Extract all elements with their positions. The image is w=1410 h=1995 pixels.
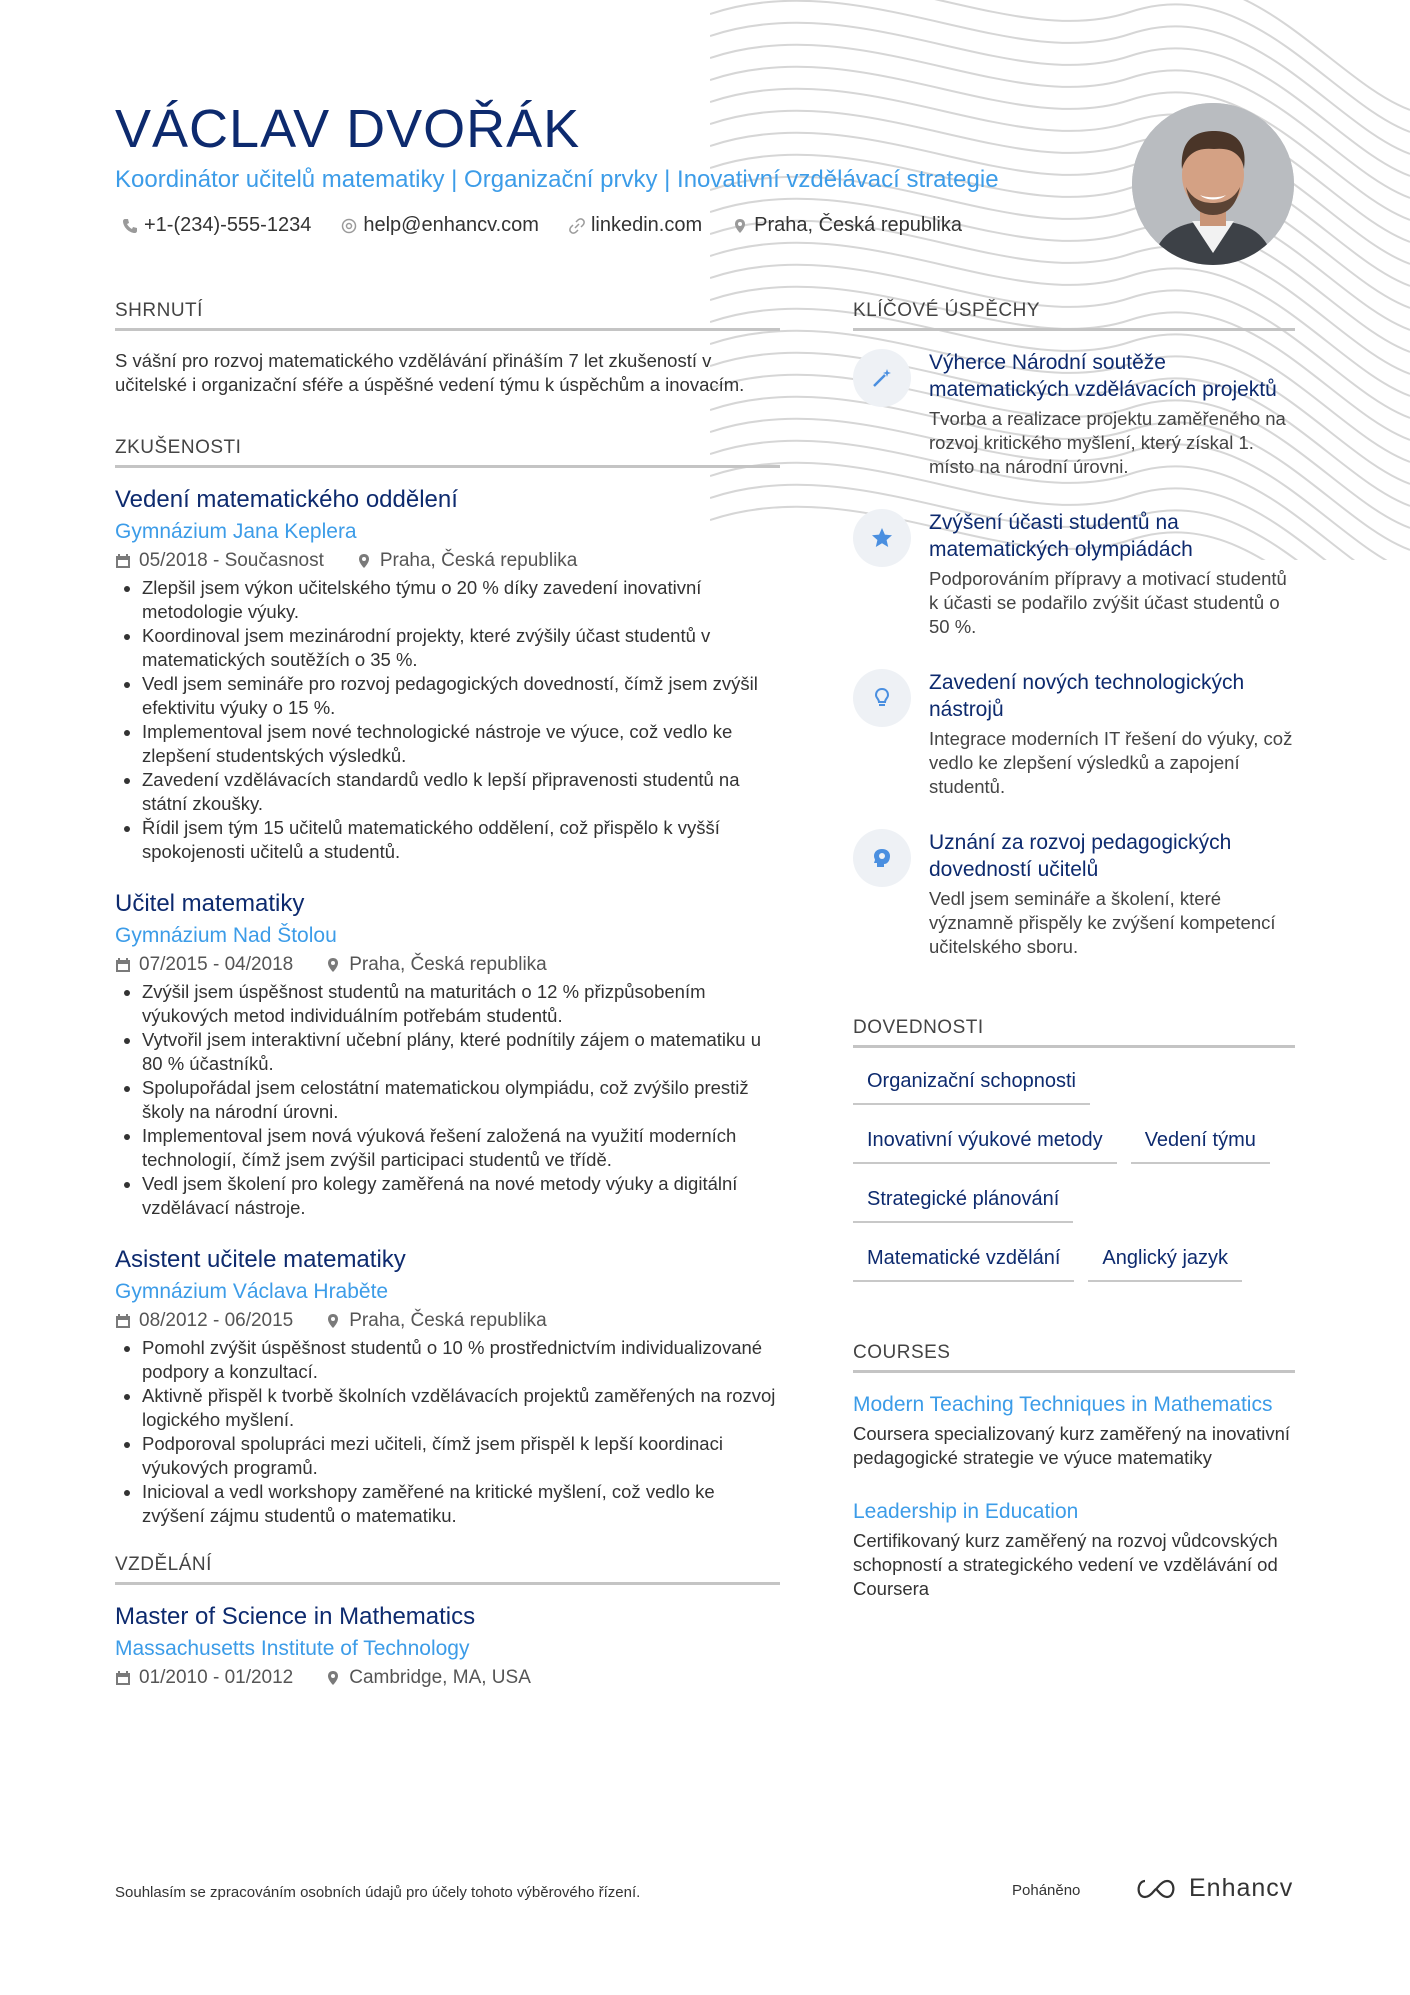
contact-bar <box>122 214 962 237</box>
job-dates: 07/2015 - 04/2018 <box>139 954 294 975</box>
achievement-item <box>853 509 1295 639</box>
list-item: • Vytvořil jsem interaktivní učební plány, které podnítily zájem o matematiku u 80 % účastníků. <box>142 1028 780 1076</box>
location-pin-icon <box>325 957 341 973</box>
list-item: • Řídil jsem tým 15 učitelů matematického oddělení, což přispělo k vyšší spokojenosti učitelů a studentů. <box>142 816 780 864</box>
contact-linkedin[interactable] <box>569 214 702 237</box>
link-icon <box>569 218 585 234</box>
location-pin-icon <box>325 1670 341 1686</box>
achievement-desc: Tvorba a realizace projektu zaměřeného na rozvoj kritického myšlení, který získal 1. místo na národní úrovni. <box>929 408 1286 477</box>
list-item: • Podporoval spolupráci mezi učiteli, čímž jsem přispěl k lepší koordinaci výukových programů. <box>142 1432 780 1480</box>
course-title: Leadership in Education <box>853 1500 1079 1523</box>
list-item: • Implementoval jsem nová výuková řešení založená na využití moderních technologií, čímž jsem zvýšil participaci studentů ve třídě. <box>142 1124 780 1172</box>
experience-entry <box>115 890 780 1220</box>
education-dates: 01/2010 - 01/2012 <box>139 1667 294 1688</box>
job-company: Gymnázium Jana Keplera <box>115 520 357 543</box>
course-item <box>853 1391 1295 1470</box>
job-dates: 08/2012 - 06/2015 <box>139 1310 294 1331</box>
job-meta <box>115 1310 780 1332</box>
head-brain-icon <box>853 829 911 887</box>
experience-entry <box>115 1246 780 1528</box>
list-item: • Zlepšil jsem výkon učitelského týmu o 20 % díky zavedení inovativní metodologie výuky. <box>142 576 780 624</box>
contact-phone-text: +1-(234)-555-1234 <box>144 214 312 236</box>
job-company: Gymnázium Václava Hraběte <box>115 1280 389 1303</box>
course-item <box>853 1498 1295 1601</box>
contact-email[interactable] <box>341 214 539 237</box>
phone-icon <box>122 218 138 234</box>
list-item: • Aktivně přispěl k tvorbě školních vzdělávacích projektů zaměřených na rozvoj logického myšlení. <box>142 1384 780 1432</box>
skill-tag: Strategické plánování <box>853 1184 1073 1223</box>
education-meta <box>115 1667 780 1689</box>
left-column <box>115 300 780 1693</box>
right-column <box>853 300 1295 1629</box>
job-location: Praha, Česká republika <box>349 1310 547 1331</box>
skill-tag: Anglický jazyk <box>1088 1243 1242 1282</box>
experience-section-title: ZKUŠENOSTI <box>115 437 780 468</box>
achievement-item <box>853 349 1295 479</box>
contact-email-text: help@enhancv.com <box>363 214 539 236</box>
list-item: • Inicioval a vedl workshopy zaměřené na kritické myšlení, což vedlo ke zvýšení zájmu studentů o matematiku. <box>142 1480 780 1528</box>
school-name: Massachusetts Institute of Technology <box>115 1637 470 1660</box>
lightbulb-icon <box>853 669 911 727</box>
location-pin-icon <box>732 218 748 234</box>
list-item: • Vedl jsem semináře pro rozvoj pedagogických dovedností, čímž jsem zvýšil efektivitu výuky o 15 %. <box>142 672 780 720</box>
calendar-icon <box>115 1670 131 1686</box>
job-title: Učitel matematiky <box>115 890 305 917</box>
calendar-icon <box>115 1313 131 1329</box>
degree-title: Master of Science in Mathematics <box>115 1603 476 1630</box>
calendar-icon <box>115 957 131 973</box>
at-icon <box>341 218 357 234</box>
contact-linkedin-text: linkedin.com <box>590 214 703 236</box>
course-desc: Certifikovaný kurz zaměřený na rozvoj vůdcovských schopností a strategického vedení ve vzdělávání od Coursera <box>853 1530 1278 1599</box>
achievement-title: Zavedení nových technologických nástrojů <box>929 671 1245 721</box>
skill-tag: Vedení týmu <box>1131 1125 1270 1164</box>
achievement-title: Zvýšení účasti studentů na matematických olympiádách <box>929 511 1193 561</box>
infinity-logo-icon <box>1133 1877 1179 1901</box>
powered-by-label: Poháněno <box>1012 1882 1081 1899</box>
enhancv-logo[interactable] <box>1133 1874 1293 1903</box>
courses-section-title: COURSES <box>853 1342 1295 1373</box>
achievements-section-title: KLÍČOVÉ ÚSPĚCHY <box>853 300 1295 331</box>
achievement-item <box>853 669 1295 799</box>
skills-list <box>853 1066 1293 1282</box>
job-location: Praha, Česká republika <box>349 954 547 975</box>
contact-phone[interactable] <box>122 214 311 237</box>
education-section-title: VZDĚLÁNÍ <box>115 1554 780 1585</box>
skill-tag: Inovativní výukové metody <box>853 1125 1117 1164</box>
list-item: • Zavedení vzdělávacích standardů vedlo k lepší připravenosti studentů na státní zkoušky. <box>142 768 780 816</box>
job-dates: 05/2018 - Současnost <box>139 550 324 571</box>
summary-text: S vášní pro rozvoj matematického vzdělávání přináším 7 let zkušeností v učitelské i organizační sféře a úspěšné vedení týmu k úspěchům a inovacím. <box>115 350 745 395</box>
course-title: Modern Teaching Techniques in Mathematics <box>853 1393 1273 1416</box>
job-location: Praha, Česká republika <box>379 550 578 571</box>
brand-name: Enhancv <box>1189 1874 1294 1902</box>
avatar <box>1132 103 1294 265</box>
achievement-desc: Podporováním přípravy a motivací studentů k účasti se podařilo zvýšit účast studentů o 50 %. <box>929 568 1287 637</box>
candidate-name: VÁCLAV DVOŘÁK <box>115 99 581 159</box>
job-title: Asistent učitele matematiky <box>115 1246 406 1273</box>
job-title: Vedení matematického oddělení <box>115 486 458 513</box>
job-meta <box>115 954 780 976</box>
avatar-portrait <box>1132 103 1294 265</box>
course-desc: Coursera specializovaný kurz zaměřený na inovativní pedagogické strategie ve výuce matematiky <box>853 1423 1291 1468</box>
list-item: • Spolupořádal jsem celostátní matematickou olympiádu, což zvýšilo prestiž školy na národní úrovni. <box>142 1076 780 1124</box>
skill-tag: Matematické vzdělání <box>853 1243 1074 1282</box>
location-pin-icon <box>356 553 372 569</box>
calendar-icon <box>115 553 131 569</box>
consent-footer: Souhlasím se zpracováním osobních údajů pro účely tohoto výběrového řízení. <box>115 1884 641 1901</box>
summary-section-title: SHRNUTÍ <box>115 300 780 331</box>
achievement-desc: Integrace moderních IT řešení do výuky, což vedlo ke zlepšení výsledků a zapojení studentů. <box>929 728 1293 797</box>
magic-wand-icon <box>853 349 911 407</box>
wave-line <box>710 0 1410 110</box>
location-pin-icon <box>325 1313 341 1329</box>
job-company: Gymnázium Nad Štolou <box>115 924 337 947</box>
job-bullets <box>115 576 780 864</box>
education-location: Cambridge, MA, USA <box>349 1667 531 1688</box>
job-meta <box>115 550 780 572</box>
achievement-title: Uznání za rozvoj pedagogických dovedností učitelů <box>929 831 1232 881</box>
list-item: • Zvýšil jsem úspěšnost studentů na maturitách o 12 % přizpůsobením výukových metod individuálním potřebám studentů. <box>142 980 780 1028</box>
achievement-item <box>853 829 1295 959</box>
candidate-headline: Koordinátor učitelů matematiky | Organizační prvky | Inovativní vzdělávací strategie <box>115 166 999 193</box>
list-item: • Implementoval jsem nové technologické nástroje ve výuce, což vedlo ke zlepšení studentských výsledků. <box>142 720 780 768</box>
skills-section-title: DOVEDNOSTI <box>853 1017 1295 1048</box>
list-item: • Vedl jsem školení pro kolegy zaměřená na nové metody výuky a digitální vzdělávací nástroje. <box>142 1172 780 1220</box>
list-item: • Pomohl zvýšit úspěšnost studentů o 10 % prostřednictvím individualizované podpory a konzultací. <box>142 1336 780 1384</box>
contact-location-text: Praha, Česká republika <box>754 214 962 236</box>
experience-entry <box>115 486 780 864</box>
skill-tag: Organizační schopnosti <box>853 1066 1090 1105</box>
job-bullets <box>115 1336 780 1528</box>
achievement-desc: Vedl jsem semináře a školení, které významně přispěly ke zvýšení kompetencí učitelského sboru. <box>929 888 1276 957</box>
star-icon <box>853 509 911 567</box>
contact-location <box>732 214 962 237</box>
job-bullets <box>115 980 780 1220</box>
education-section <box>115 1554 780 1689</box>
list-item: • Koordinoval jsem mezinárodní projekty, které zvýšily účast studentů v matematických soutěžích o 35 %. <box>142 624 780 672</box>
achievement-title: Výherce Národní soutěže matematických vzdělávacích projektů <box>929 351 1277 401</box>
